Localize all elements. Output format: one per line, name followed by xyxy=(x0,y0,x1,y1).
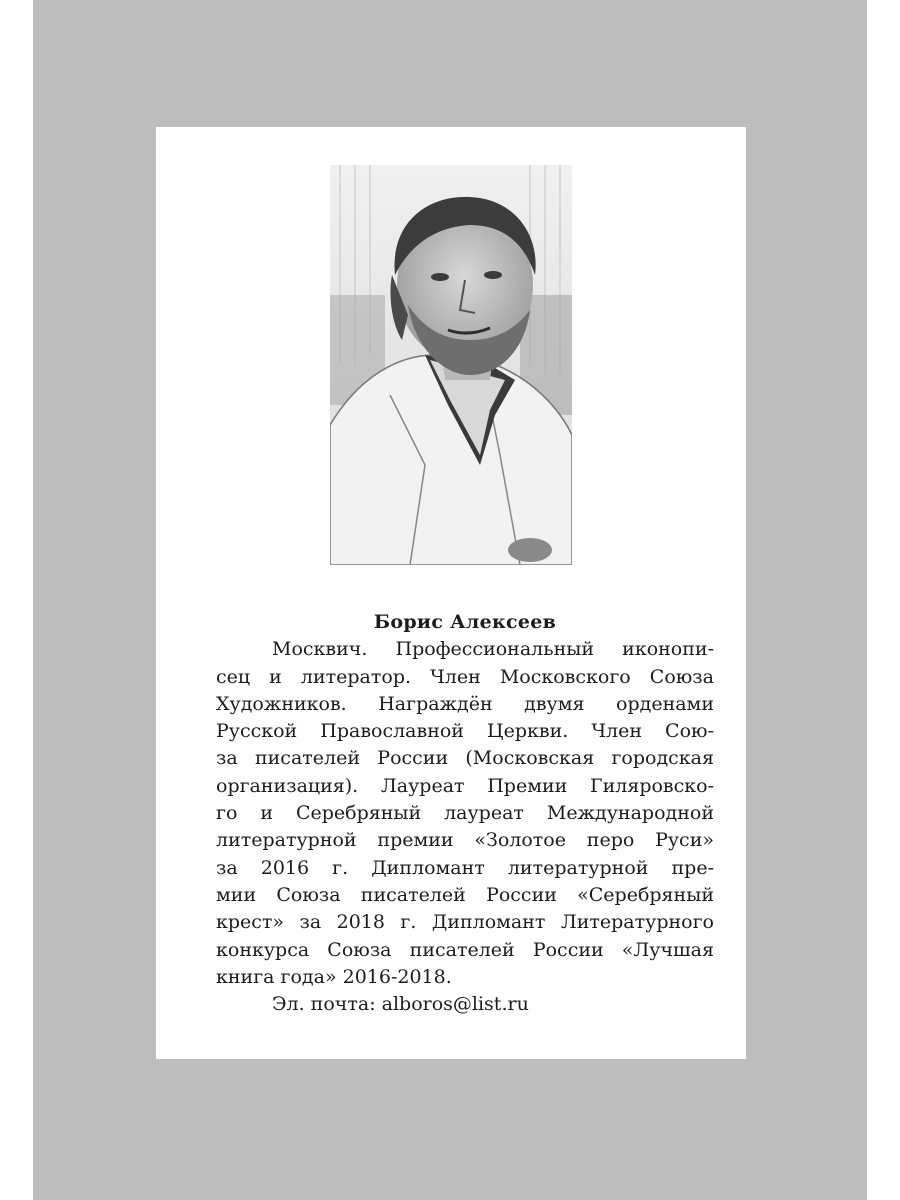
bio-line: за писателей России (Московская городская xyxy=(216,747,714,770)
book-page xyxy=(156,127,746,1059)
email-line xyxy=(216,991,714,1018)
bio-line: мии Союза писателей России «Серебряный xyxy=(216,883,714,906)
bio-line: Русской Православной Церкви. Член Сою- xyxy=(216,720,714,743)
author-bio xyxy=(216,609,714,1018)
author-name: Борис Алексеев xyxy=(373,611,557,633)
email-text: Эл. почта: alboros@list.ru xyxy=(272,993,529,1016)
bio-line: конкурса Союза писателей России «Лучшая xyxy=(216,938,714,961)
bio-line: го и Серебряный лауреат Международной xyxy=(216,802,714,825)
author-photo xyxy=(330,165,572,565)
bio-line xyxy=(216,636,714,663)
bio-line: книга года» 2016-2018. xyxy=(216,965,452,988)
bio-line: крест» за 2018 г. Дипломант Литературного xyxy=(216,911,714,934)
bio-line-text: Москвич. Профессиональный иконопи- xyxy=(272,638,714,661)
bio-line: сец и литератор. Член Московского Союза xyxy=(216,665,714,688)
bio-line: Художников. Награждён двумя орденами xyxy=(216,692,714,715)
bio-line: за 2016 г. Дипломант литературной пре- xyxy=(216,856,714,879)
bio-line: литературной премии «Золотое перо Руси» xyxy=(216,829,714,852)
author-portrait-icon xyxy=(330,165,572,565)
bio-paragraph xyxy=(216,636,714,991)
bio-line: организация). Лауреат Премии Гиляровско- xyxy=(216,774,714,797)
